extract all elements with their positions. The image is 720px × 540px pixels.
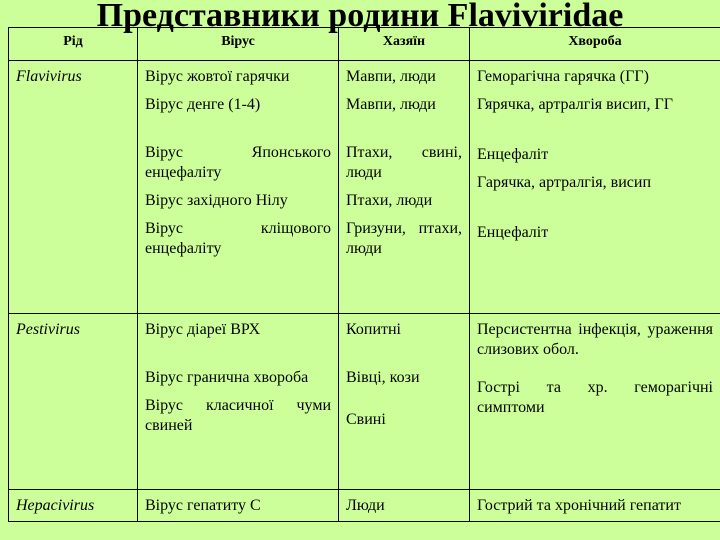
genus-cell (9, 490, 138, 522)
host-name: Свині (346, 411, 386, 428)
host-name: Люди (346, 497, 385, 514)
host-name: Мавпи, люди (346, 68, 436, 85)
header-disease: Хвороба (470, 28, 720, 61)
host-name: Мавпи, люди (346, 96, 436, 113)
host-name: Копитні (346, 321, 401, 338)
virus-cell (138, 490, 339, 522)
virus-name: Вірус денге (1-4) (145, 96, 261, 113)
host-name: Гризуни, птахи, люди (346, 220, 462, 257)
header-genus: Рід (9, 28, 138, 61)
table-row-flavivirus (9, 61, 720, 314)
disease-cell (470, 61, 720, 314)
host-cell (339, 490, 470, 522)
host-name: Птахи, свині, люди (346, 144, 462, 181)
virus-name: Вірус західного Нілу (145, 192, 288, 209)
header-host: Хазяїн (339, 28, 470, 61)
disease-name: Гарячка, артралгія, висип (477, 174, 652, 191)
virus-name: Вірус гранична хвороба (145, 369, 309, 386)
header-virus: Вірус (138, 28, 339, 61)
virus-name: Вірус кліщового енцефаліту (145, 220, 331, 257)
host-cell (339, 314, 470, 490)
virus-name: Вірус класичної чуми свиней (145, 397, 331, 434)
disease-name: Енцефаліт (477, 146, 549, 163)
disease-name: Геморагічна гарячка (ГГ) (477, 68, 649, 85)
genus-cell (9, 61, 138, 314)
table-row-pestivirus (9, 314, 720, 490)
virus-cell (138, 61, 339, 314)
page-title: Представники родини Flaviviridae (96, 0, 624, 34)
host-name: Птахи, люди (346, 192, 433, 209)
disease-name: Персистентна інфекція, ураження слизових обол. (477, 321, 713, 358)
disease-name: Енцефаліт (477, 224, 549, 241)
disease-name: Гострі та хр. геморагічні симптоми (477, 379, 713, 416)
virus-cell (138, 314, 339, 490)
table-row-hepacivirus (9, 490, 720, 522)
disease-cell (470, 314, 720, 490)
flaviviridae-table (8, 27, 720, 522)
table-header-row (9, 28, 720, 61)
disease-cell (470, 490, 720, 522)
disease-name: Гострий та хронічний гепатит (477, 497, 681, 514)
virus-name: Вірус Японського енцефаліту (145, 144, 331, 181)
virus-name: Вірус жовтої гарячки (145, 68, 290, 85)
host-name: Вівці, кози (346, 369, 420, 386)
genus-name: Pestivirus (16, 321, 80, 338)
virus-name: Вірус діареї ВРХ (145, 321, 261, 338)
host-cell (339, 61, 470, 314)
disease-name: Гярячка, артралгія висип, ГГ (477, 96, 673, 113)
genus-name: Flavivirus (16, 68, 82, 85)
genus-name: Hepacivirus (16, 497, 95, 514)
virus-name: Вірус гепатиту С (145, 497, 261, 514)
genus-cell (9, 314, 138, 490)
